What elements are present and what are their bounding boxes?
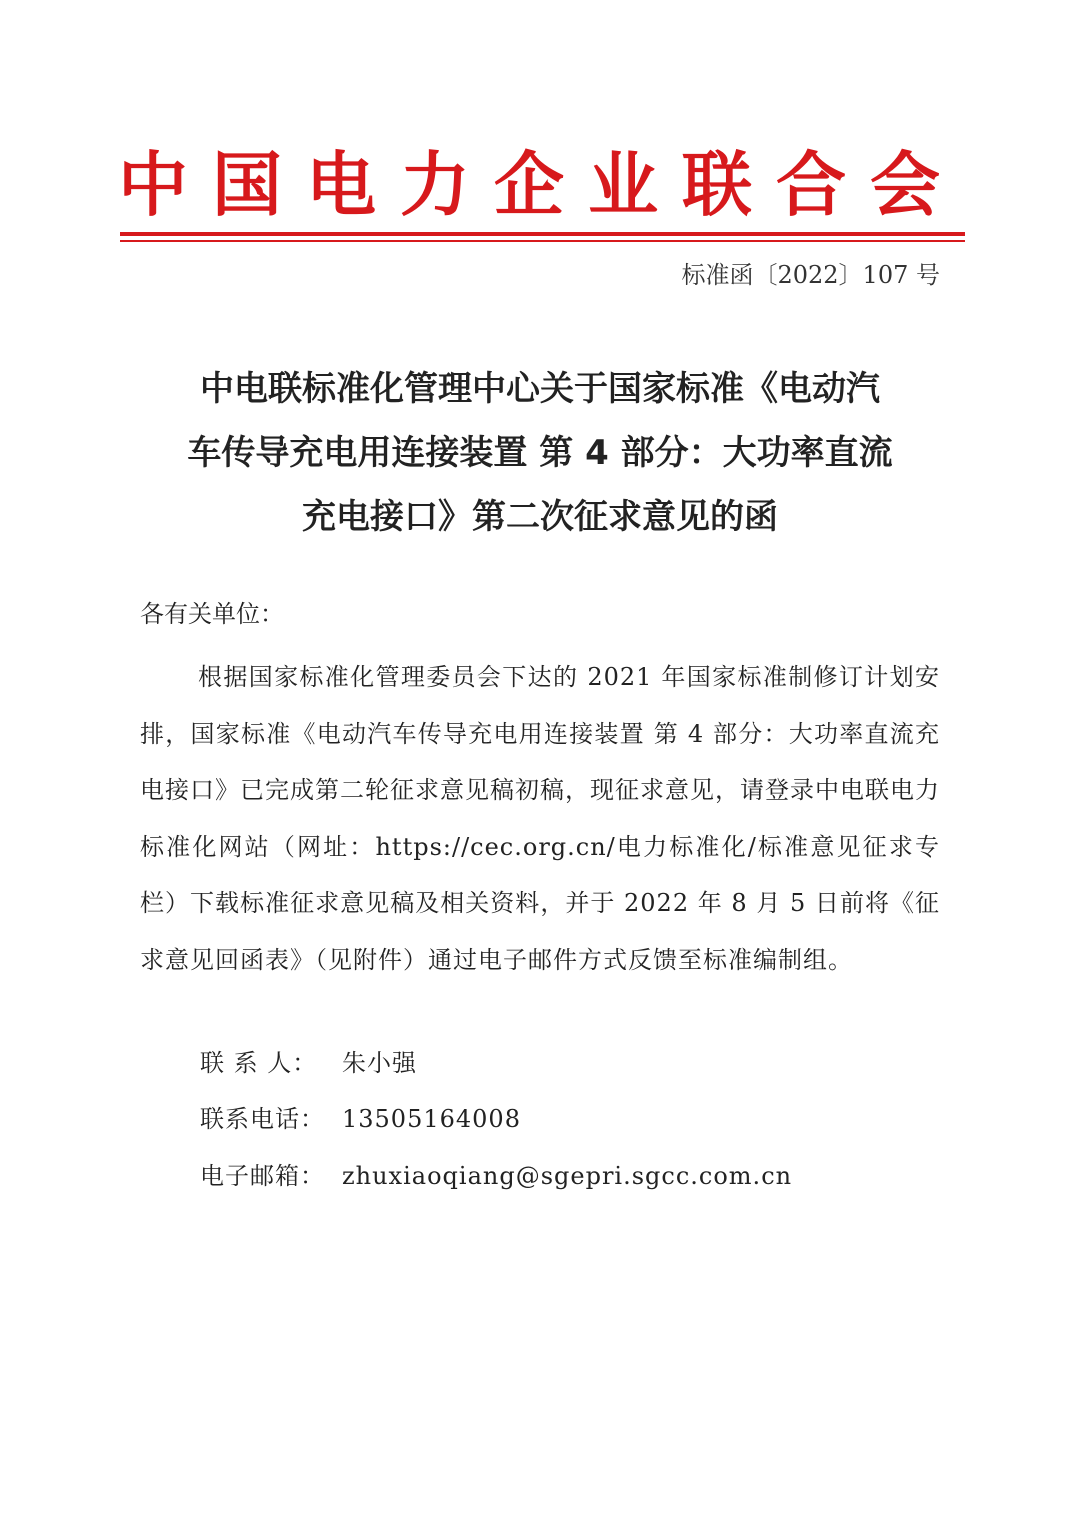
masthead-rule-thin [120,240,965,242]
contact-person-row [200,1043,417,1083]
body-paragraph: 根据国家标准化管理委员会下达的 2021 年国家标准制修订计划安排，国家标准《电动汽车传导充电用连接装置 第 4 部分：大功率直流充电接口》已完成第二轮征求意见稿初稿，现征求意见，请登录中电联电力标准化网站（网址：https://cec.org.cn/电力标准化/标准意见征求专栏）下载标准征求意见稿及相关资料，并于 2022 年 8 月 5 日前将《征求意见回函表》（见附件）通过电子邮件方式反馈至标准编制组。 [140,663,940,974]
title-line: 车传导充电用连接装置 第 4 部分：大功率直流 [187,433,893,473]
masthead-rule-thick [120,232,965,236]
org-masthead: 中国电力企业联合会 [118,144,964,226]
contact-email-label: 电子邮箱： [200,1162,325,1190]
contact-person-value: 朱小强 [342,1049,417,1077]
contact-phone-row [200,1099,521,1139]
letter-title [120,357,960,549]
contact-phone-value: 13505164008 [342,1105,521,1133]
title-line: 充电接口》第二次征求意见的函 [302,497,778,537]
contact-person-label: 联 系 人： [200,1049,318,1077]
doc-number: 标准函〔2022〕107 号 [681,261,940,289]
contact-phone-label: 联系电话： [200,1105,325,1133]
contact-email-value: zhuxiaoqiang@sgepri.sgcc.com.cn [342,1162,793,1190]
contact-email-row [200,1156,792,1196]
title-line: 中电联标准化管理中心关于国家标准《电动汽 [200,369,880,409]
salutation: 各有关单位： [140,600,284,628]
